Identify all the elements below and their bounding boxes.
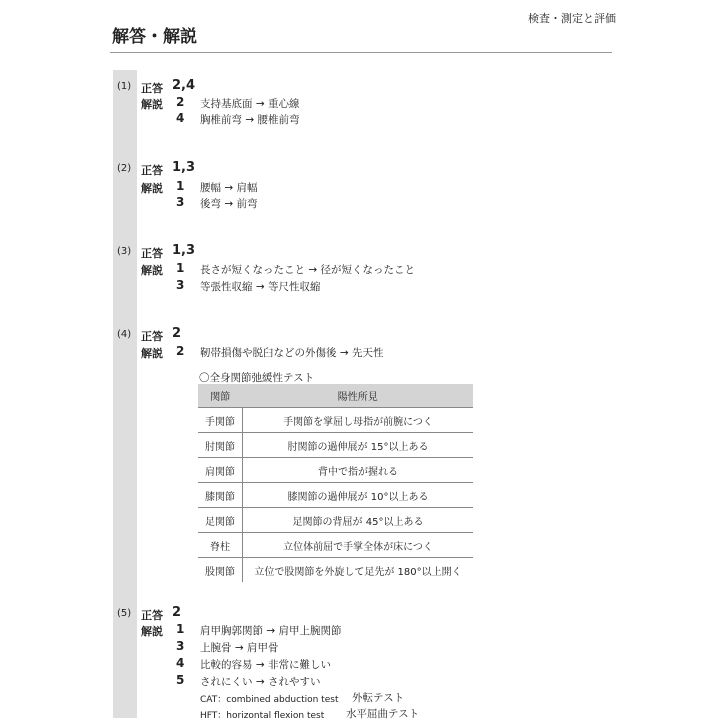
explanation-text: 等張性収縮 → 等尺性収縮 bbox=[200, 281, 321, 293]
correct-answer: 2 bbox=[172, 326, 182, 341]
correct-answer: 2,4 bbox=[172, 78, 196, 93]
abbreviation-translation: 外転テスト bbox=[352, 692, 405, 704]
joint-cell: 脊柱 bbox=[198, 533, 243, 558]
joint-cell: 肘関節 bbox=[198, 433, 243, 458]
table-row bbox=[198, 508, 473, 533]
explanation-label: 解説 bbox=[141, 98, 163, 111]
divider bbox=[110, 52, 612, 53]
explanation-label: 解説 bbox=[141, 625, 163, 638]
table-row bbox=[198, 558, 473, 583]
table-row bbox=[198, 458, 473, 483]
explanation-text: 腰幅 → 肩幅 bbox=[200, 182, 258, 194]
explanation-text: 靭帯損傷や脱臼などの外傷後 → 先天性 bbox=[200, 347, 384, 359]
explanation-text: 比較的容易 → 非常に難しい bbox=[200, 659, 331, 671]
question-number: (3) bbox=[117, 246, 132, 257]
answer-label: 正答 bbox=[141, 82, 163, 95]
joint-cell: 手関節 bbox=[198, 408, 243, 433]
choice-number: 4 bbox=[176, 111, 185, 125]
choice-number: 2 bbox=[176, 95, 185, 109]
explanation-text: 胸椎前弯 → 腰椎前弯 bbox=[200, 114, 300, 126]
explanation-text: 肩甲胸郭関節 → 肩甲上腕関節 bbox=[200, 625, 342, 637]
page-title: 解答・解説 bbox=[112, 27, 197, 47]
explanation-text: 長さが短くなったこと → 径が短くなったこと bbox=[200, 264, 415, 276]
abbreviation-translation: 水平屈曲テスト bbox=[346, 708, 420, 720]
table-row bbox=[198, 408, 473, 433]
choice-number: 1 bbox=[176, 622, 185, 636]
explanation-label: 解説 bbox=[141, 347, 163, 360]
choice-number: 1 bbox=[176, 179, 185, 193]
answer-label: 正答 bbox=[141, 609, 163, 622]
question-number: (5) bbox=[117, 608, 132, 619]
choice-number: 3 bbox=[176, 278, 185, 292]
answer-label: 正答 bbox=[141, 247, 163, 260]
choice-number: 3 bbox=[176, 195, 185, 209]
correct-answer: 2 bbox=[172, 605, 182, 620]
question-number: (1) bbox=[117, 81, 132, 92]
explanation-label: 解説 bbox=[141, 264, 163, 277]
table-row bbox=[198, 533, 473, 558]
table-row bbox=[198, 483, 473, 508]
answer-label: 正答 bbox=[141, 330, 163, 343]
correct-answer: 1,3 bbox=[172, 243, 196, 258]
finding-cell: 足関節の背屈が 45°以上ある bbox=[243, 508, 474, 533]
explanation-text: 後弯 → 前弯 bbox=[200, 198, 258, 210]
answer-label: 正答 bbox=[141, 164, 163, 177]
table-header-row bbox=[198, 384, 473, 408]
joint-cell: 肩関節 bbox=[198, 458, 243, 483]
explanation-text: 支持基底面 → 重心線 bbox=[200, 98, 300, 110]
choice-number: 1 bbox=[176, 261, 185, 275]
question-number: (4) bbox=[117, 329, 132, 340]
joint-cell: 膝関節 bbox=[198, 483, 243, 508]
section-title: 検査・測定と評価 bbox=[528, 12, 616, 25]
finding-cell: 背中で指が握れる bbox=[243, 458, 474, 483]
finding-cell: 立位体前屈で手掌全体が床につく bbox=[243, 533, 474, 558]
question-number: (2) bbox=[117, 163, 132, 174]
joint-cell: 股関節 bbox=[198, 558, 243, 583]
explanation-text: されにくい → されやすい bbox=[200, 676, 321, 688]
header-joint: 関節 bbox=[198, 384, 243, 408]
table-row bbox=[198, 433, 473, 458]
joint-laxity-table bbox=[198, 384, 473, 582]
finding-cell: 手関節を掌屈し母指が前腕につく bbox=[243, 408, 474, 433]
choice-number: 5 bbox=[176, 673, 185, 687]
finding-cell: 立位で股関節を外旋して足先が 180°以上開く bbox=[254, 566, 462, 578]
finding-cell: 肘関節の過伸展が 15°以上ある bbox=[243, 433, 474, 458]
explanation-text: 上腕骨 → 肩甲骨 bbox=[200, 642, 279, 654]
joint-cell: 足関節 bbox=[198, 508, 243, 533]
choice-number: 3 bbox=[176, 639, 185, 653]
correct-answer: 1,3 bbox=[172, 160, 196, 175]
header-finding: 陽性所見 bbox=[243, 384, 474, 408]
finding-cell: 膝関節の過伸展が 10°以上ある bbox=[243, 483, 474, 508]
abbreviation-note: CAT：combined abduction test bbox=[200, 695, 339, 705]
table-title: 〇全身関節弛緩性テスト bbox=[199, 372, 315, 384]
choice-number: 2 bbox=[176, 344, 185, 358]
abbreviation-note: HFT：horizontal flexion test bbox=[200, 711, 325, 721]
explanation-label: 解説 bbox=[141, 182, 163, 195]
choice-number: 4 bbox=[176, 656, 185, 670]
